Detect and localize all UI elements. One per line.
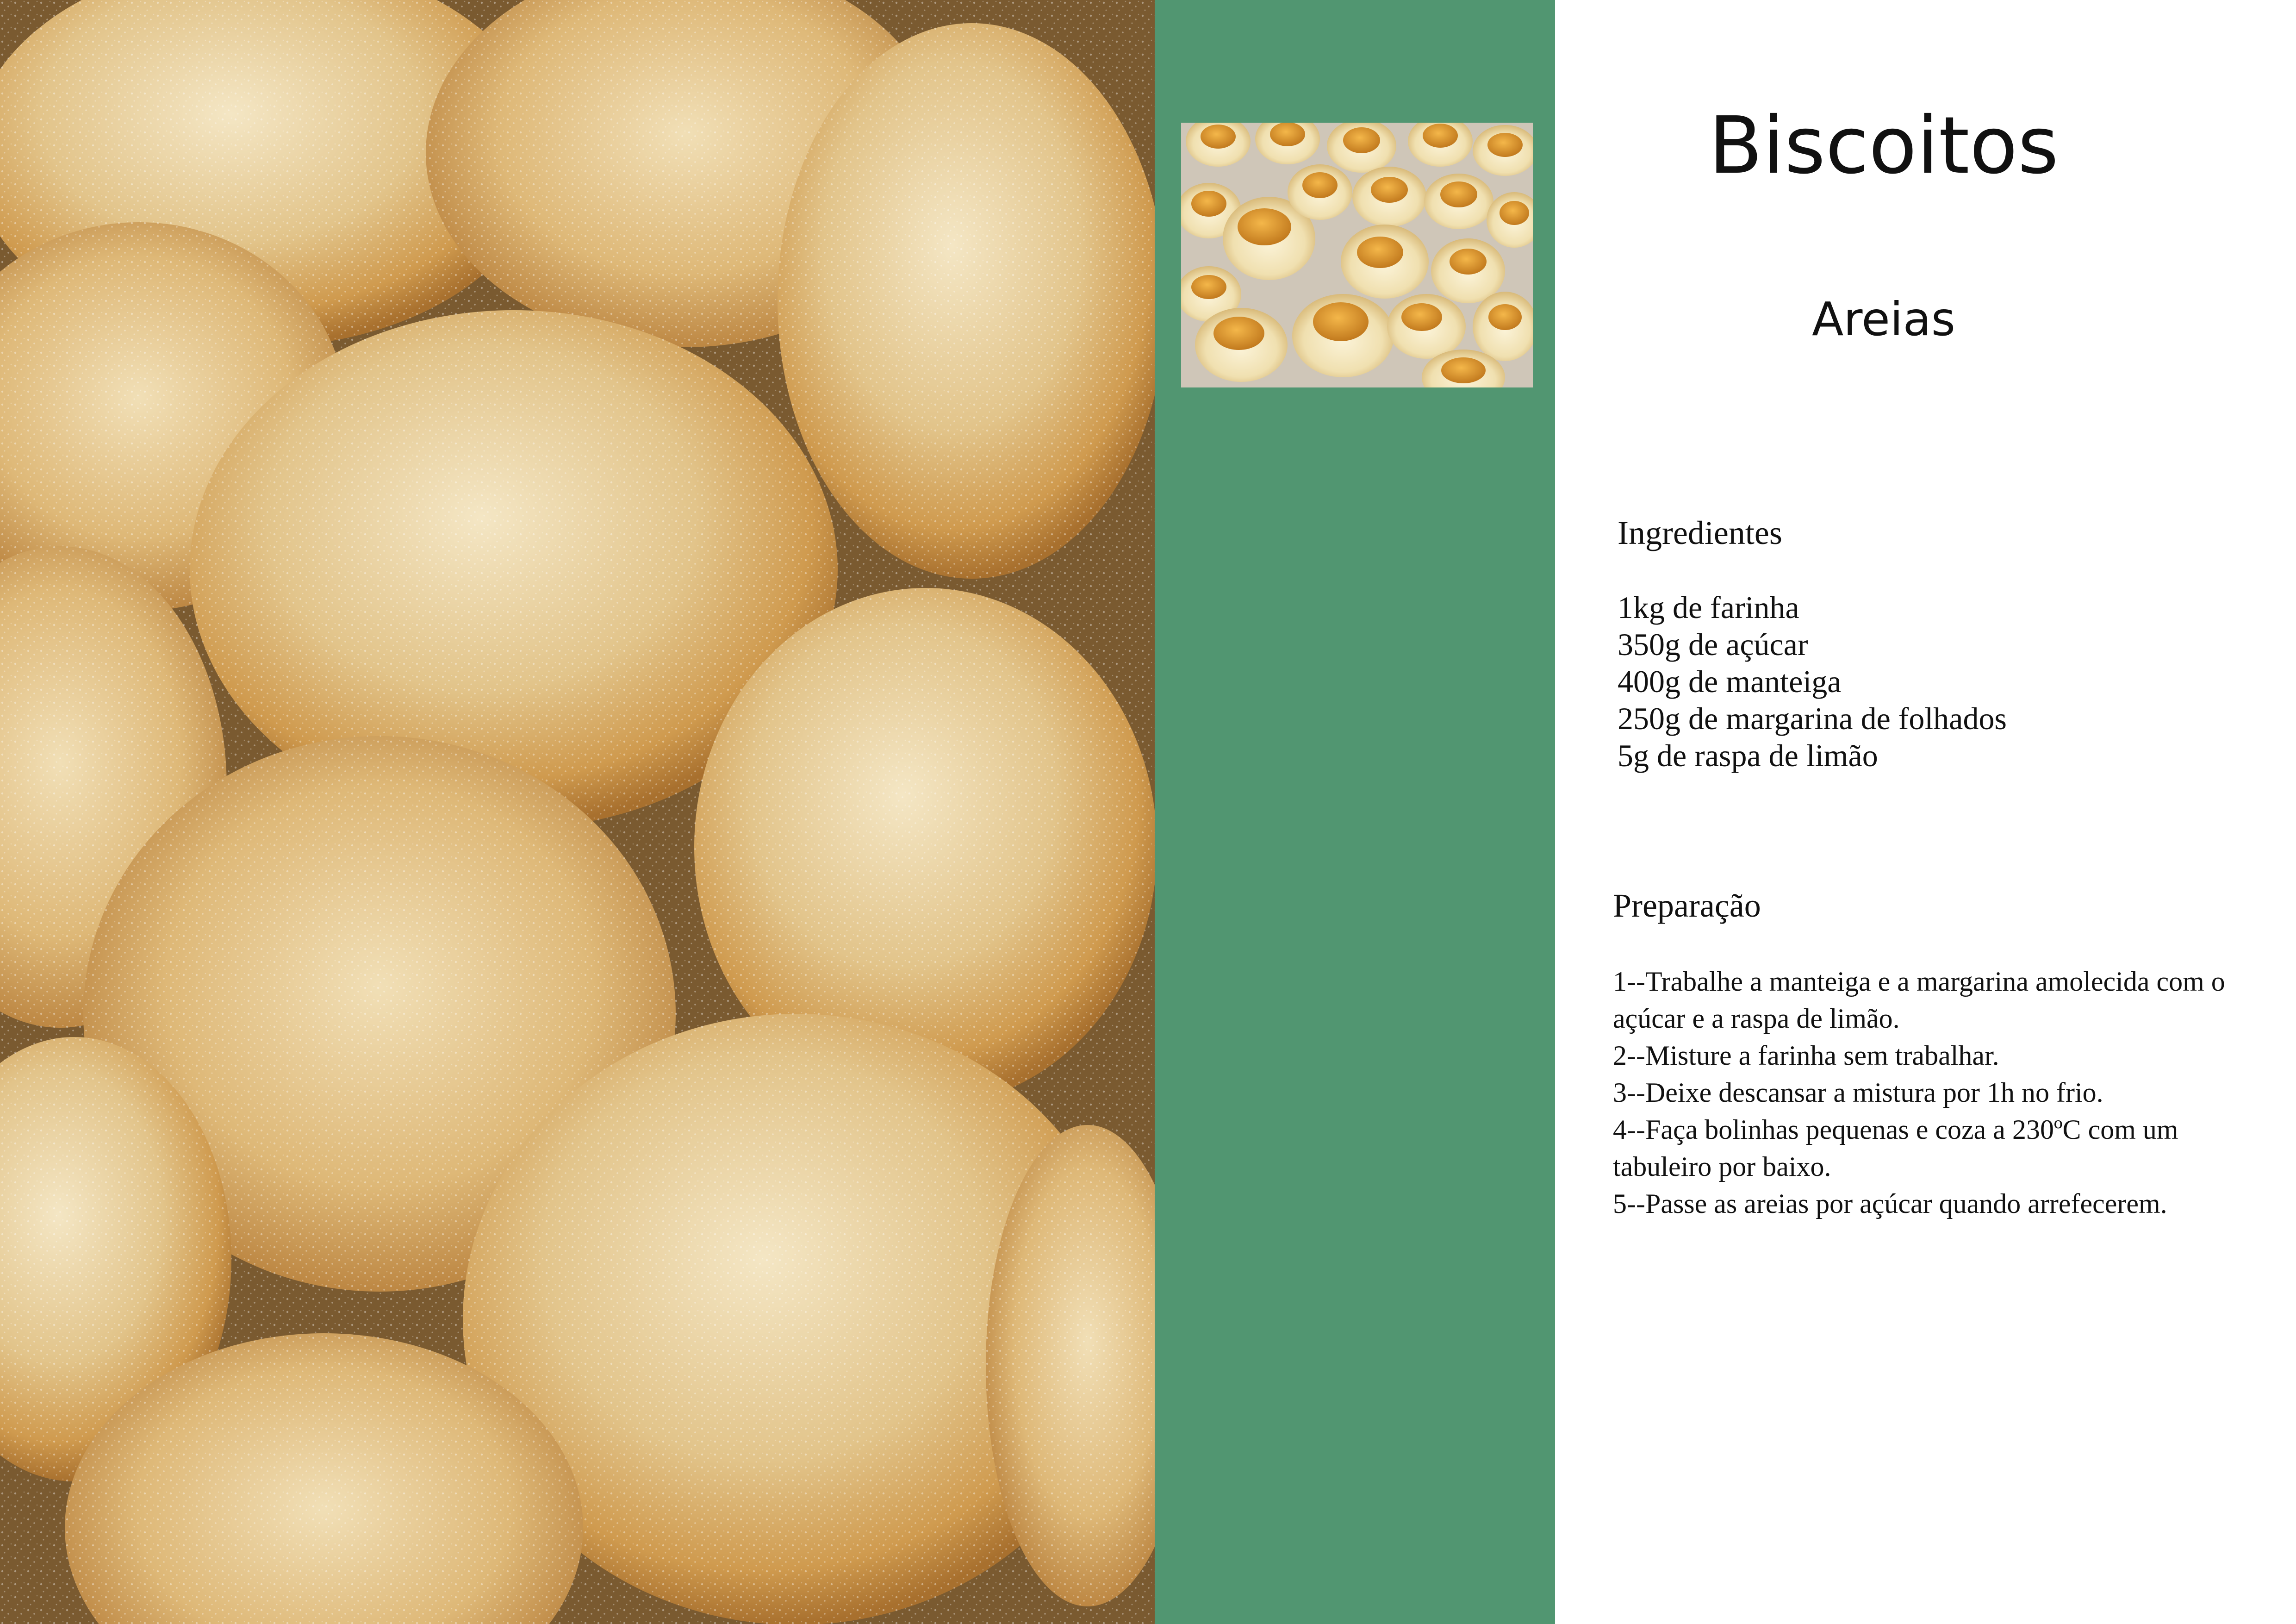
list-item: 5g de raspa de limão: [1618, 738, 1878, 773]
ingredients-list: [1618, 589, 2007, 774]
preparation-steps: [1613, 963, 2279, 1222]
recipe-content: [1555, 0, 2296, 1624]
list-item: 400g de manteiga: [1618, 664, 1842, 699]
ingredients-heading: Ingredientes: [1618, 514, 1782, 551]
preparation-line: 2--Misture a farinha sem trabalhar.: [1613, 1040, 1999, 1071]
preparation-line: 3--Deixe descansar a mistura por 1h no frio.: [1613, 1077, 2103, 1108]
preparation-line: 1--Trabalhe a manteiga e a margarina amolecida com o: [1613, 966, 2225, 997]
preparation-line: tabuleiro por baixo.: [1613, 1151, 1831, 1182]
thumb-cookies: [1181, 123, 1533, 387]
list-item: 250g de margarina de folhados: [1618, 701, 2007, 736]
list-item: 350g de açúcar: [1618, 627, 1808, 662]
thumbnail-photo: [1181, 123, 1533, 387]
preparation-heading: Preparação: [1613, 887, 1761, 924]
recipe-title: Biscoitos: [1708, 100, 2059, 192]
preparation-line: 5--Passe as areias por açúcar quando arrefecerem.: [1613, 1188, 2167, 1219]
list-item: 1kg de farinha: [1618, 590, 1799, 625]
preparation-line: 4--Faça bolinhas pequenas e coza a 230ºC com um: [1613, 1114, 2178, 1145]
recipe-subtitle: Areias: [1811, 292, 1955, 346]
preparation-line: açúcar e a raspa de limão.: [1613, 1003, 1900, 1034]
baked-cookies-illustration: [1181, 123, 1533, 387]
